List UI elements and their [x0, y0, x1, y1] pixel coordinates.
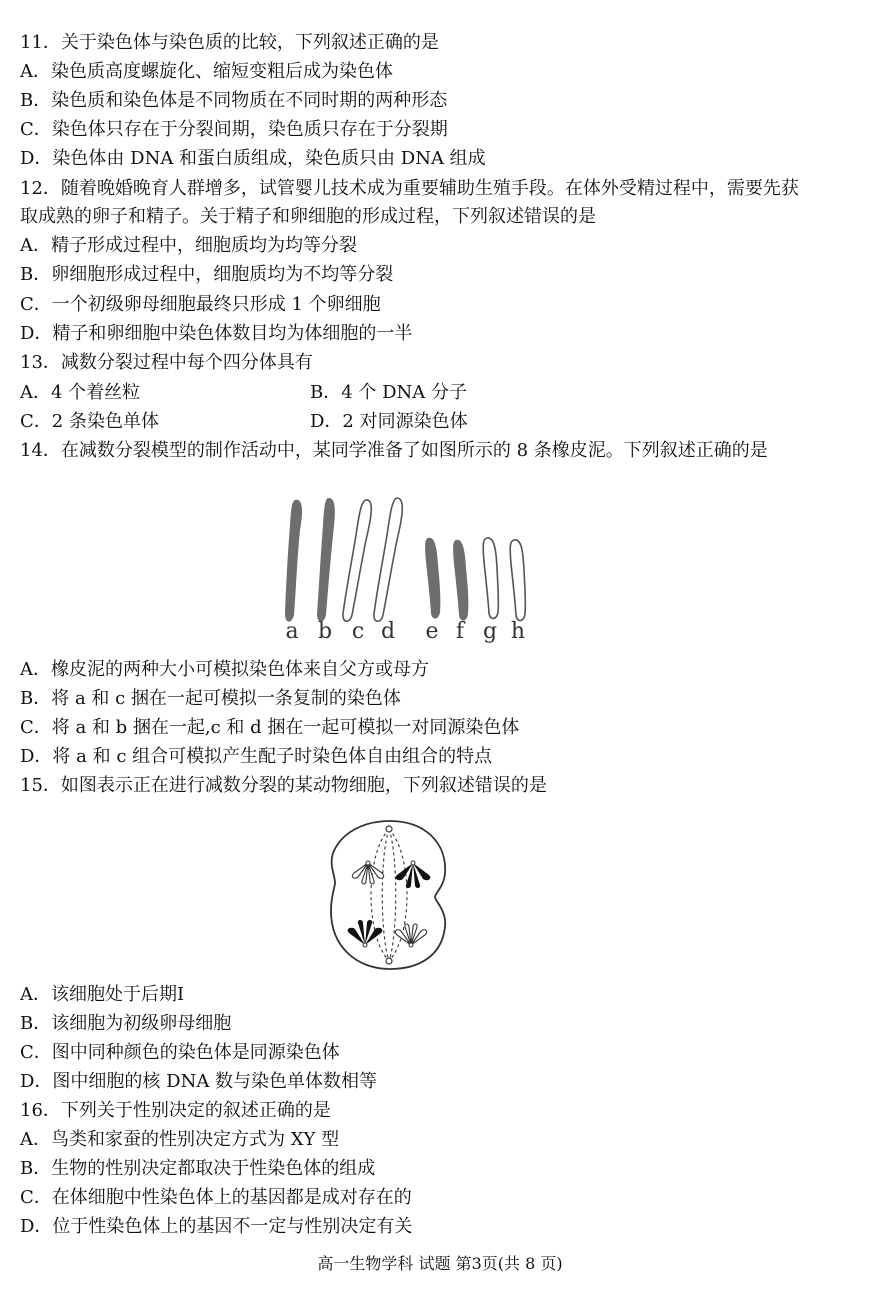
clay-label-a: a: [285, 619, 299, 644]
cell-membrane: [331, 821, 445, 969]
clay-strip-b: [317, 498, 335, 622]
clay-strip-d: [374, 498, 402, 621]
q15-stem: 15．如图表示正在进行减数分裂的某动物细胞，下列叙述错误的是: [20, 775, 547, 796]
q13-option-b: B．4 个 DNA 分子: [310, 382, 468, 403]
centriole-bottom: [386, 958, 392, 964]
q16-option-c: C．在体细胞中性染色体上的基因都是成对存在的: [20, 1187, 412, 1208]
q13-option-c: C．2 条染色单体: [20, 411, 159, 432]
q11-option-d: D．染色体由 DNA 和蛋白质组成，染色质只由 DNA 组成: [20, 148, 486, 169]
q15-option-d: D．图中细胞的核 DNA 数与染色单体数相等: [20, 1071, 378, 1092]
q16-option-b: B．生物的性别决定都取决于性染色体的组成: [20, 1158, 376, 1179]
q12-option-a: A．精子形成过程中，细胞质均为均等分裂: [20, 235, 357, 256]
page-footer: 高一生物学科 试题 第3页(共 8 页): [317, 1254, 563, 1273]
clay-strip-c: [343, 500, 371, 621]
q11-option-b: B．染色质和染色体是不同物质在不同时期的两种形态: [20, 90, 448, 111]
centriole-top: [386, 826, 392, 832]
clay-strip-e: [425, 538, 440, 619]
q15-option-c: C．图中同种颜色的染色体是同源染色体: [20, 1042, 340, 1063]
q13-options-row1: [20, 378, 870, 407]
q14-option-a: A．橡皮泥的两种大小可模拟染色体来自父方或母方: [20, 659, 429, 680]
q16-stem: 16．下列关于性别决定的叙述正确的是: [20, 1100, 331, 1121]
q11-option-c: C．染色体只存在于分裂间期，染色质只存在于分裂期: [20, 119, 448, 140]
q13-option-a: A．4 个着丝粒: [20, 382, 141, 403]
clay-chromosome-figure: [270, 490, 550, 645]
q12-option-c: C．一个初级卵母细胞最终只形成 1 个卵细胞: [20, 294, 381, 315]
clay-label-b: b: [317, 619, 333, 644]
q13-stem: 13．减数分裂过程中每个四分体具有: [20, 352, 313, 373]
clay-label-f: f: [455, 619, 465, 644]
q14-option-d: D．将 a 和 c 组合可模拟产生配子时染色体自由组合的特点: [20, 746, 493, 767]
clay-label-h: h: [510, 619, 526, 644]
q15-option-b: B．该细胞为初级卵母细胞: [20, 1013, 232, 1034]
clay-label-c: c: [351, 619, 365, 644]
clay-strip-a: [285, 500, 302, 622]
clay-strip-f: [453, 540, 468, 621]
q14-option-c: C．将 a 和 b 捆在一起,c 和 d 捆在一起可模拟一对同源染色体: [20, 717, 520, 738]
q14-option-b: B．将 a 和 c 捆在一起可模拟一条复制的染色体: [20, 688, 401, 709]
clay-label-g: g: [482, 619, 498, 644]
clay-strip-g: [483, 538, 498, 619]
q12-stem-line1: 12．随着晚婚晚育人群增多，试管婴儿技术成为重要辅助生殖手段。在体外受精过程中，需要先获: [20, 178, 799, 199]
q11-option-a: A．染色质高度螺旋化、缩短变粗后成为染色体: [20, 61, 393, 82]
q12-stem-line2: 取成熟的卵子和精子。关于精子和卵细胞的形成过程，下列叙述错误的是: [20, 206, 596, 227]
clay-label-e: e: [425, 619, 439, 644]
q12-option-b: B．卵细胞形成过程中，细胞质均为不均等分裂: [20, 264, 394, 285]
q13-option-d: D．2 对同源染色体: [310, 411, 468, 432]
q16-option-a: A．鸟类和家蚕的性别决定方式为 XY 型: [20, 1129, 340, 1150]
clay-strip-h: [510, 540, 525, 621]
q13-options-row2: [20, 407, 870, 436]
dividing-cell-figure: [325, 815, 455, 975]
q12-option-d: D．精子和卵细胞中染色体数目均为体细胞的一半: [20, 323, 413, 344]
q14-stem: 14．在减数分裂模型的制作活动中，某同学准备了如图所示的 8 条橡皮泥。下列叙述正确的是: [20, 440, 768, 461]
q16-option-d: D．位于性染色体上的基因不一定与性别决定有关: [20, 1216, 413, 1237]
q15-option-a: A．该细胞处于后期Ⅰ: [20, 984, 185, 1005]
clay-label-d: d: [380, 619, 396, 644]
q11-stem: 11．关于染色体与染色质的比较，下列叙述正确的是: [20, 32, 439, 53]
